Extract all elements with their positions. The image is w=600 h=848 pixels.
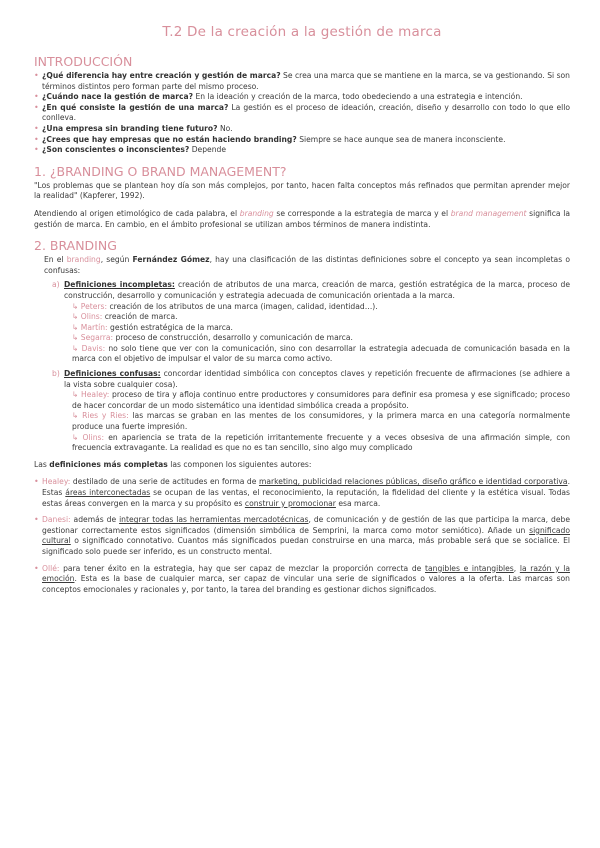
list-item: • Danesi: además de integrar todas las herramientas mercadotécnicas, de comunicación y de gestión de las que participa la marca, debe gestionar correctamente estos significados (dimensión simbólica de Semprini, la marca como motor semiótico). Añade un significado cultural o significado connotativo. Cuantos más significados puedan construirse en una marca, más probable será que se socialice. El significado solo puede ser inferido, es un constructo mental.: [34, 515, 570, 557]
section-2-heading: 2. BRANDING: [34, 238, 117, 254]
complete-definitions-intro: Las definiciones más completas las componen los siguientes autores:: [34, 459, 312, 469]
sub-item: ↳ Davis: no solo tiene que ver con la comunicación, sino con desarrollar la estrategia adecuada de comunicación basada en la marca con el objetivo de impulsar el valor de su marca como activo.: [72, 343, 570, 364]
list-item: • Healey: destilado de una serie de actitudes en forma de marketing, publicidad relaciones públicas, diseño gráfico e identidad corporativa. Estas áreas interconectadas se ocupan de las ventas, el reconocimiento, la reputación, la fidelidad del cliente y la estética visual. Todas estas áreas convergen en la marca y su propósito es construir y promocionar esa marca.: [34, 477, 570, 509]
sub-item: ↳ Olins: creación de marca.: [72, 312, 178, 322]
list-item: • ¿Una empresa sin branding tiene futuro? No.: [34, 124, 570, 135]
branding-intro: En el branding, según Fernández Gómez, hay una clasificación de las distintas definiciones sobre el concepto ya sean incompletas o confusas:: [44, 255, 570, 275]
document-title: T.2 De la creación a la gestión de marca: [162, 24, 442, 40]
sub-item: ↳ Peters: creación de los atributos de una marca (imagen, calidad, identidad…).: [72, 301, 378, 311]
list-item: • ¿En qué consiste la gestión de una marca? La gestión es el proceso de ideación, creación, diseño y desarrollo con todo lo que ello conlleva.: [34, 103, 570, 124]
sub-item: ↳ Martín: gestión estratégica de la marca.: [72, 322, 233, 332]
etymology-paragraph: Atendiendo al origen etimológico de cada palabra, el branding se corresponde a la estrategia de marca y el brand management significa la gestión de marca. En cambio, en el ámbito profesional se utilizan ambos términos de manera indistinta.: [34, 208, 570, 229]
intro-heading: INTRODUCCIÓN: [34, 54, 133, 69]
sub-item: ↳ Olins: en apariencia se trata de la repetición irritantemente frecuente y a veces obsesiva de una afirmación simple, con frecuencia extravagante. La realidad es que no es tan sencillo, sino algo muy complicado: [72, 432, 571, 453]
sub-item: ↳ Segarra: proceso de construcción, desarrollo y comunicación de marca.: [72, 333, 353, 343]
incomplete-definitions: a) Definiciones incompletas: creación de atributos de una marca, creación de marca, gestión estratégica de la marca, proceso de construcción, desarrollo y comunicación y estrategia adecuada de comunicación orientada a la marca. ↳ Peters: creación de los atributos de una marca (imagen, calidad, identidad…). ↳ Olins: creación de marca. ↳ Martín: gestión estratégica de la marca. ↳ Segarra: proceso de construcción, desarrollo y comunicación de marca. ↳ Davis: no solo tiene que ver con la comunicación, sino con desarrollar la estrategia adecuada de comunicación basada en la marca con el objetivo de impulsar el valor de su marca como activo.: [52, 280, 570, 364]
list-item: • ¿Qué diferencia hay entre creación y gestión de marca? Se crea una marca que se mantiene en la marca, se va gestionando. Si son términos distintos pero forman parte del mismo proceso.: [34, 71, 570, 92]
sub-item: ↳ Healey: proceso de tira y afloja continuo entre productores y consumidores para definir esa promesa y ese significado; proceso de hacer concordar de un modo sistemático una identidad simbólica creada a propósito.: [72, 390, 570, 410]
definitions-list: [34, 280, 570, 454]
list-item: • Ollé: para tener éxito en la estrategia, hay que ser capaz de mezclar la proporción correcta de tangibles e intangibles, la razón y la emoción. Esta es la base de cualquier marca, ser capaz de vincular una serie de significados o valores a la oferta. Las marcas son conceptos emocionales y racionales y, por tanto, la tarea del branding es gestionar dichos significados.: [34, 564, 570, 596]
kapferer-quote: "Los problemas que se plantean hoy día son más complejos, por tanto, hacen falta conceptos más refinados que permitan aprender mejor la realidad" (Kapferer, 1992).: [34, 180, 570, 201]
list-item: • ¿Cuándo nace la gestión de marca? En la ideación y creación de la marca, todo obedeciendo a una estrategia e intención.: [34, 92, 570, 103]
section-1-heading: 1. ¿BRANDING O BRAND MANAGEMENT?: [34, 163, 287, 179]
authors-list: [34, 477, 570, 595]
intro-list: [34, 71, 570, 156]
list-item: • ¿Crees que hay empresas que no están haciendo branding? Siempre se hace aunque sea de manera inconsciente.: [34, 135, 570, 146]
sub-item: ↳ Ries y Ries: las marcas se graban en las mentes de los consumidores, y la primera marca en una categoría normalmente produce una fuerte impresión.: [72, 411, 570, 432]
confusing-definitions: b) Definiciones confusas: concordar identidad simbólica con conceptos claves y repetición frecuente de afirmaciones (se adhiere a la vista sobre cualquier cosa). ↳ Healey: proceso de tira y afloja continuo entre productores y consumidores para definir esa promesa y ese significado; proceso de hacer concordar de un modo sistemático una identidad simbólica creada a propósito. ↳ Ries y Ries: las marcas se graban en las mentes de los consumidores, y la primera marca en una categoría normalmente produce una fuerte impresión. ↳ Olins: en apariencia se trata de la repetición irritantemente frecuente y a veces obsesiva de una afirmación simple, con frecuencia extravagante. La realidad es que no es tan sencillo, sino algo muy complicado: [52, 369, 571, 453]
list-item: • ¿Son conscientes o inconscientes? Depende: [34, 145, 570, 156]
